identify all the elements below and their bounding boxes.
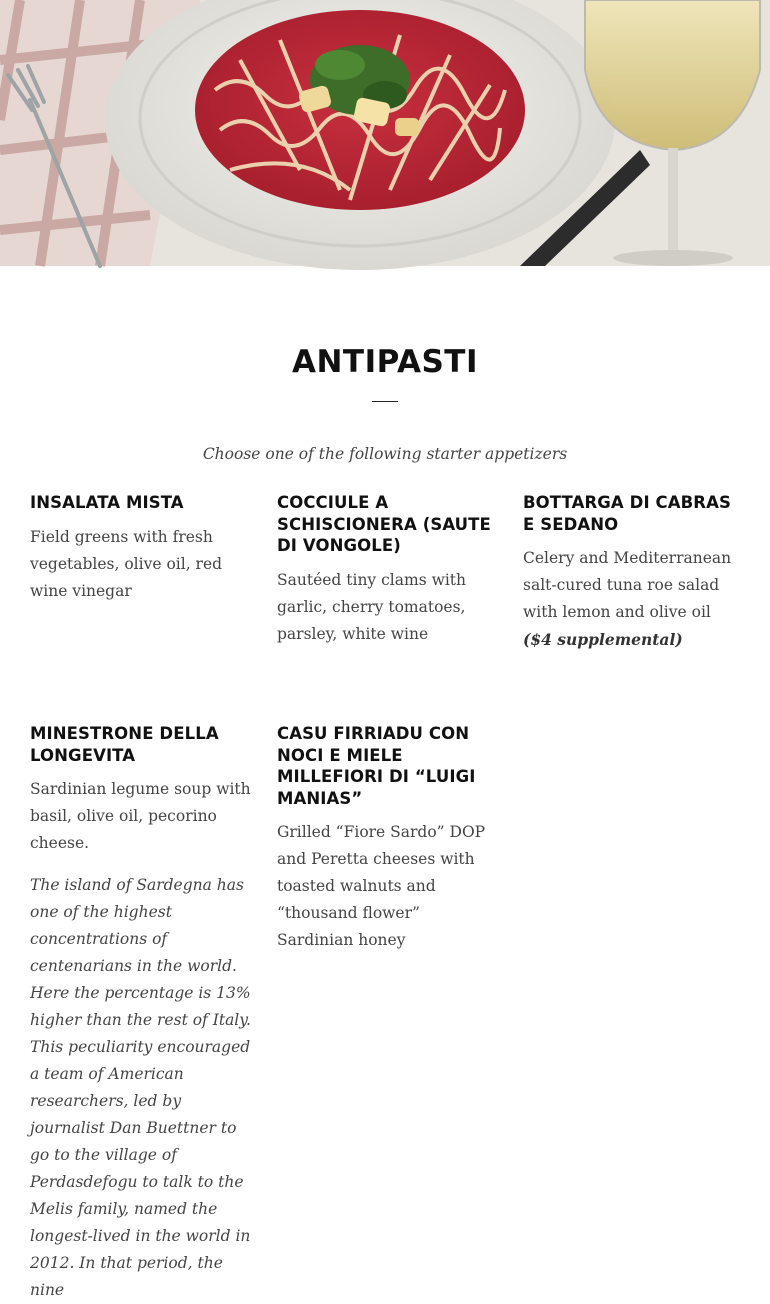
menu-item-name: INSALATA MISTA [30, 493, 184, 512]
menu-item-description: Grilled “Fiore Sardo” DOP and Peretta cheeses with toasted walnuts and “thousand flower” Sardinian honey [277, 823, 486, 949]
menu-item-name: COCCIULE A SCHISCIONERA (SAUTE DI VONGOLE) [277, 493, 491, 555]
menu-item-description: Field greens with fresh vegetables, olive oil, red wine vinegar [30, 527, 223, 600]
section-subtitle: Choose one of the following starter appetizers [202, 445, 568, 463]
menu-item-name: BOTTARGA DI CABRAS E SEDANO [523, 493, 731, 534]
menu-item-minestrone [30, 723, 252, 1304]
menu-item-description: Sardinian legume soup with basil, olive oil, pecorino cheese. [30, 780, 251, 852]
menu-item-bottarga [523, 492, 748, 654]
menu-item-insalata-mista [30, 492, 252, 605]
menu-item-note: The island of Sardegna has one of the highest concentrations of centenarians in the world. Here the percentage is 13% higher than the rest of Italy. This peculiarity encouraged a team of American researchers, led by journalist Dan Buettner to go to the village of Perdasdefogu to talk to the Melis family, named the longest-lived in the world in 2012. In that period, the nine [30, 876, 251, 1299]
menu-item-description-text: Celery and Mediterranean salt-cured tuna roe salad with lemon and olive oil [523, 549, 732, 621]
hero-image [0, 0, 770, 266]
menu-item-name: CASU FIRRIADU CON NOCI E MIELE MILLEFIORI DI “LUIGI MANIAS” [277, 724, 476, 808]
menu-item-description: Sautéed tiny clams with garlic, cherry tomatoes, parsley, white wine [277, 570, 467, 643]
supplement-price: ($4 supplemental) [523, 630, 683, 649]
menu-item-cocciule [277, 492, 499, 648]
carpaccio-photo [0, 0, 770, 266]
menu-item-casu-firriadu [277, 723, 499, 954]
title-divider [372, 401, 398, 402]
menu-item-name: MINESTRONE DELLA LONGEVITA [30, 724, 219, 765]
menu-item-description [523, 545, 748, 654]
section-title: ANTIPASTI [292, 344, 478, 380]
